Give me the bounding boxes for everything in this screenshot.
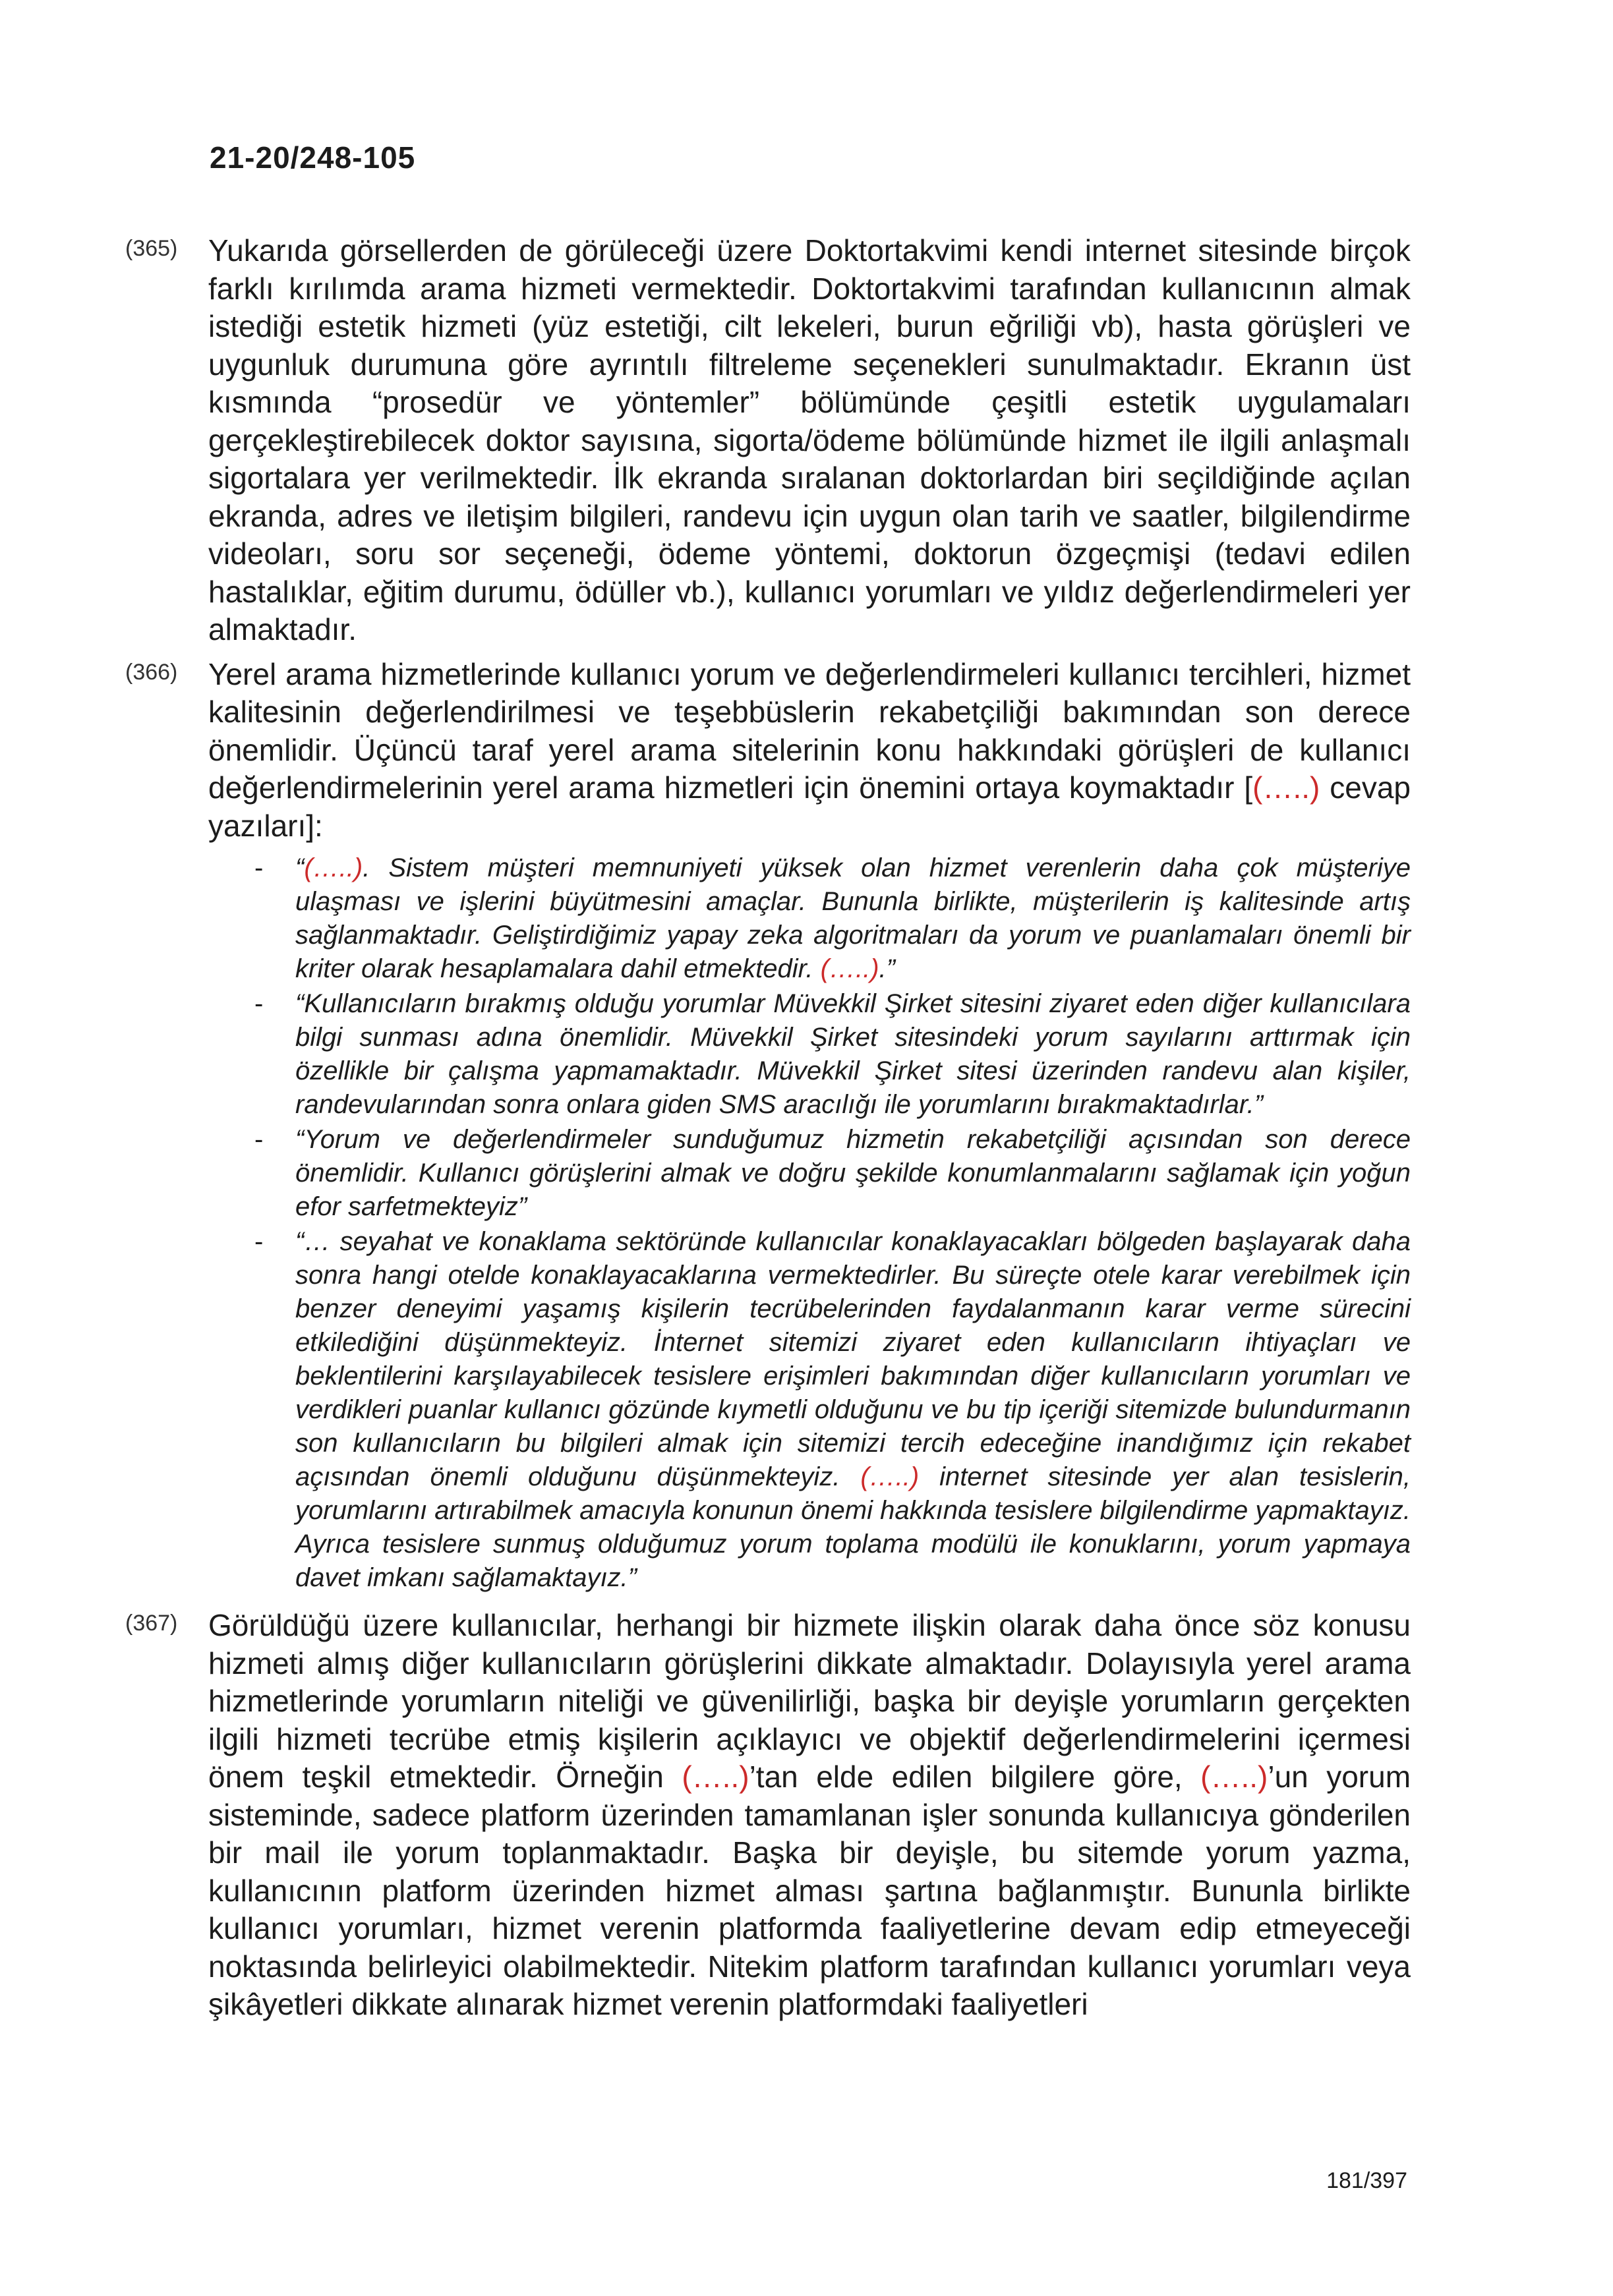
paragraph-text: Yukarıda görsellerden de görüleceği üzere Doktortakvimi kendi internet sitesinde birçok farklı kırılımda arama hizmeti vermektedir. Doktortakvimi tarafından kullanıcının almak istediği estetik hizmeti (yüz estetiği, cilt lekeleri, burun eğriliği vb), hasta görüşleri ve uygunluk durumuna göre ayrıntılı filtreleme seçenekleri sunulmaktadır. Ekranın üst kısmında “prosedür ve yöntemler” bölümünde çeşitli estetik uygulamaları gerçekleştirebilecek doktor sayısına, sigorta/ödeme bölümünde hizmet ile ilgili anlaşmalı sigortalara yer verilmektedir. İlk ekranda sıralanan doktorlardan biri seçildiğinde açılan ekranda, adres ve iletişim bilgileri, randevu için uygun olan tarih ve saatler, bilgilendirme videoları, soru sor seçeneği, ödeme yöntemi, doktorun özgeçmişi (tedavi edilen hastalıklar, eğitim durumu, ödüller vb.), kullanıcı yorumları ve yıldız değerlendirmeleri yer almaktadır. xyxy=(208,233,1411,646)
text-segment: internet sitesinde yer alan tesislerin, yorumlarını artırabilmek amacıyla konunun önemi hakkında tesislere bilgilendirme yapmaktayız. Ayrıca tesislere sunmuş olduğumuz yorum toplama modülü ile konuklarını, yorum yapmaya davet imkanı sağlamaktayız.” xyxy=(295,1462,1411,1592)
list-dash: - xyxy=(254,1227,264,1256)
document-body xyxy=(125,232,1411,2030)
text-segment: Yerel arama hizmetlerinde kullanıcı yorum ve değerlendirmeleri kullanıcı tercihleri, hizmet kalitesinin değerlendirilmesi ve teşebbüslerin rekabetçiliği bakımından son derece önemlidir. Üçüncü taraf yerel arama sitelerinin konu hakkındaki görüşleri de kullanıcı değerlendirmelerinin yerel arama hizmetleri için önemini ortaya koymaktadır [ xyxy=(208,656,1411,805)
redaction-mark: (…..) xyxy=(1252,770,1320,805)
text-segment: Görüldüğü üzere kullanıcılar, herhangi bir hizmete ilişkin olarak daha önce söz konusu hizmeti almış diğer kullanıcıların görüşlerini dikkate almaktadır. Dolayısıyla yerel arama hizmetlerinde yorumların niteliği ve güvenilirliği, başka bir deyişle yorumların gerçekten ilgili hizmeti tecrübe etmiş kişilerin açıklayıcı ve objektif değerlendirmelerini içermesi önem teşkil etmektedir. Örneğin xyxy=(208,1608,1411,1794)
paragraph-367 xyxy=(125,1607,1411,2024)
paragraph-number: (365) xyxy=(125,236,178,261)
document-id: 21-20/248-105 xyxy=(210,140,416,175)
quote-item xyxy=(125,987,1411,1122)
text-segment: cevap yazıları]: xyxy=(208,770,1411,843)
text-segment: .” xyxy=(879,954,895,983)
page-number: 181/397 xyxy=(1326,2168,1407,2193)
text-segment: ’un yorum sisteminde, sadece platform üzerinden tamamlanan işler sonunda kullanıcıya gönderilen bir mail ile yorum toplanmaktadır. Başka bir deyişle, bu sitemde yorum yazma, kullanıcının platform üzerinden hizmet alması şartına bağlanmıştır. Bununla birlikte kullanıcı yorumları, hizmet verenin platformda faaliyetlerine devam edip etmeyeceği noktasında belirleyici olabilmektedir. Nitekim platform tarafından kullanıcı yorumları veya şikâyetleri dikkate alınarak hizmet verenin platformdaki faaliyetleri xyxy=(208,1760,1411,2021)
paragraph-365 xyxy=(125,232,1411,649)
paragraph-366 xyxy=(125,656,1411,846)
text-segment: “ xyxy=(295,853,305,882)
text-segment: “Kullanıcıların bırakmış olduğu yorumlar Müvekkil Şirket sitesini ziyaret eden diğer kullanıcılara bilgi sunması adına önemlidir. Müvekkil Şirket sitesindeki yorum sayılarını arttırmak için özellikle bir çalışma yapmamaktadır. Müvekkil Şirket sitesi üzerinden randevu alan kişiler, randevularından sonra onlara giden SMS aracılığı ile yorumlarını bırakmaktadırlar.” xyxy=(295,989,1411,1119)
quote-item xyxy=(125,851,1411,986)
text-segment: . Sistem müşteri memnuniyeti yüksek olan hizmet verenlerin daha çok müşteriye ulaşması ve işlerini büyütmesini amaçlar. Bununla birlikte, müşterilerin iş kalitesinde artış sağlanmaktadır. Geliştirdiğimiz yapay zeka algoritmaları da yorum ve puanlamaları önemli bir kriter olarak hesaplamalara dahil etmektedir. xyxy=(295,853,1411,983)
paragraph-text xyxy=(208,1607,1411,2024)
redaction-mark: (…..) xyxy=(682,1760,749,1794)
quote-item xyxy=(125,1123,1411,1224)
list-dash: - xyxy=(254,853,264,882)
text-segment: ’tan elde edilen bilgilere göre, xyxy=(749,1760,1201,1794)
quote-item xyxy=(125,1225,1411,1595)
redaction-mark: (…..) xyxy=(1200,1760,1268,1794)
redaction-mark: (…..) xyxy=(860,1462,920,1491)
text-segment: “Yorum ve değerlendirmeler sunduğumuz hizmetin rekabetçiliği açısından son derece önemlidir. Kullanıcı görüşlerini almak ve doğru şekilde konumlanmalarını sağlamak için yoğun efor sarfetmekteyiz” xyxy=(295,1125,1411,1221)
redaction-mark: (…..) xyxy=(304,853,363,882)
paragraph-number: (366) xyxy=(125,659,178,685)
text-segment: “… seyahat ve konaklama sektöründe kullanıcılar konaklayacakları bölgeden başlayarak daha sonra hangi otelde konaklayacaklarına vermektedirler. Bu süreçte otele karar verebilmek için benzer deneyimi yaşamış kişilerin tecrübelerinden faydalanmanın karar verme sürecini etkilediğini düşünmekteyiz. İnternet sitemizi ziyaret eden kullanıcıların ihtiyaçları ve beklentilerini karşılayabilecek tesislere erişimleri bakımından diğer kullanıcıların yorumları ve verdikleri puanlar kullanıcı gözünde kıymetli olduğunu ve bu tip içeriği sitemizde bulundurmanın son kullanıcıların bu bilgileri almak için sitemizi tercih edeceğine inandığımız için rekabet açısından önemli olduğunu düşünmekteyiz. xyxy=(295,1227,1411,1491)
paragraph-text xyxy=(208,656,1411,846)
quote-list xyxy=(125,851,1411,1595)
redaction-mark: (…..) xyxy=(820,954,879,983)
list-dash: - xyxy=(254,1125,264,1154)
list-dash: - xyxy=(254,989,264,1018)
paragraph-number: (367) xyxy=(125,1611,178,1636)
